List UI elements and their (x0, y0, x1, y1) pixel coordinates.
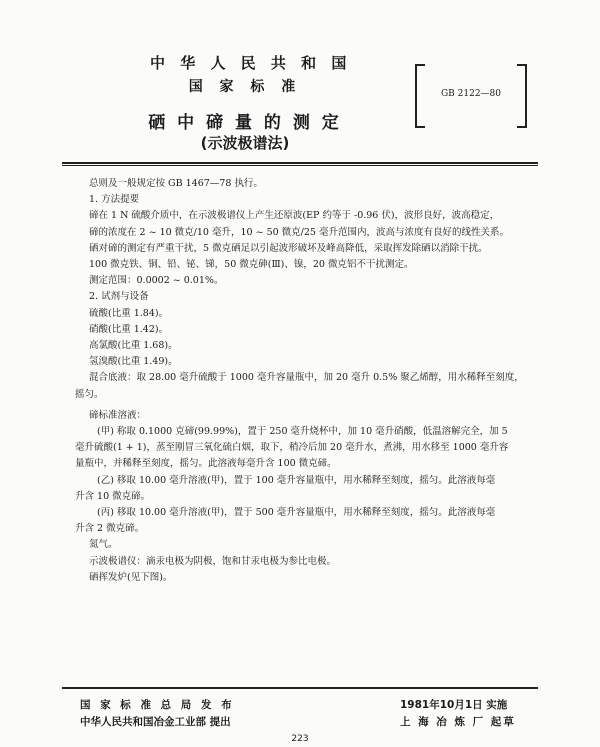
body-line: 100 微克铁、铜、铅、铋、锑，50 微克砷(Ⅲ)、镍，20 微克铝不干扰测定。 (89, 259, 414, 271)
body-line: 总则及一般规定按 GB 1467—78 执行。 (89, 178, 263, 189)
body-line: 示波极谱仪：滴汞电极为阴极，饱和甘汞电极为参比电极。 (89, 555, 337, 567)
body-line: 升含 2 微克碲。 (75, 523, 145, 535)
footer-date: 1981年10月1日 实施 (400, 699, 508, 711)
country-heading: 中 华 人 民 共 和 国 (150, 54, 352, 72)
body-line: 摇匀。 (75, 388, 104, 400)
body-line: 测定范围：0.0002 ~ 0.01%。 (89, 275, 224, 287)
document-title: 硒 中 碲 量 的 测 定 (148, 113, 342, 133)
document-body (75, 176, 559, 586)
standard-code-box (415, 64, 527, 128)
body-line: 碲的浓度在 2 ~ 10 微克/10 毫升，10 ~ 50 微克/25 毫升范围内，波高与浓度有良好的线性关系。 (89, 226, 509, 238)
body-line: 硒对碲的测定有严重干扰，5 微克硒足以引起波形破坏及峰高降低，采取挥发除硒以消除干扰。 (89, 242, 488, 254)
body-line: 毫升硫酸(1 + 1)，蒸至刚冒三氧化硫白烟，取下，稍冷后加 20 毫升水，煮沸，用水移至 1000 毫升容 (75, 442, 509, 454)
document-subtitle: (示波极谱法) (200, 134, 290, 152)
section-heading: 2. 试剂与设备 (89, 291, 149, 303)
footer-proposer: 中华人民共和国冶金工业部 提出 (80, 716, 231, 728)
section-heading: 1. 方法提要 (89, 194, 140, 206)
reagent-line: 氢溴酸(比重 1.49)。 (89, 356, 178, 368)
body-line: 碲标准溶液： (89, 409, 147, 421)
body-line: 碲在 1 N 硫酸介质中，在示波极谱仪上产生还原波(EP 约等于 -0.96 伏)，波形良好，波高稳定， (89, 210, 500, 222)
header-rule-thin (62, 165, 538, 166)
reagent-line: 硝酸(比重 1.42)。 (89, 323, 169, 335)
footer-drafter: 上 海 冶 炼 厂 起草 (400, 716, 516, 728)
reagent-line: 高氯酸(比重 1.68)。 (89, 340, 178, 352)
page-number: 223 (291, 734, 309, 744)
footer-rule (62, 687, 538, 689)
body-line: (甲) 称取 0.1000 克碲(99.99%)，置于 250 毫升烧杯中，加 10 毫升硝酸，低温溶解完全，加 5 (97, 426, 508, 438)
body-line: 量瓶中，并稀释至刻度，摇匀。此溶液每毫升含 100 微克碲。 (75, 458, 337, 470)
reagent-line: 氮气。 (89, 539, 118, 551)
body-line: 升含 10 微克碲。 (75, 490, 151, 502)
standard-code: GB 2122—80 (440, 89, 502, 99)
body-line: (乙) 移取 10.00 毫升溶液(甲)，置于 100 毫升容量瓶中，用水稀释至刻度，摇匀。此溶液每毫 (97, 474, 496, 486)
body-line: 硒挥发炉(见下图)。 (89, 571, 173, 583)
footer-issuer: 国 家 标 准 总 局 发 布 (80, 699, 235, 711)
standard-heading: 国 家 标 准 (188, 79, 302, 95)
reagent-line: 硫酸(比重 1.84)。 (89, 307, 169, 319)
header-rule-thick (62, 162, 538, 164)
body-line: 混合底液：取 28.00 毫升硫酸于 1000 毫升容量瓶中，加 20 毫升 0.5% 聚乙烯醇，用水稀释至刻度， (89, 372, 524, 384)
body-line: (丙) 移取 10.00 毫升溶液(甲)，置于 500 毫升容量瓶中，用水稀释至刻度，摇匀。此溶液每毫 (97, 507, 496, 519)
